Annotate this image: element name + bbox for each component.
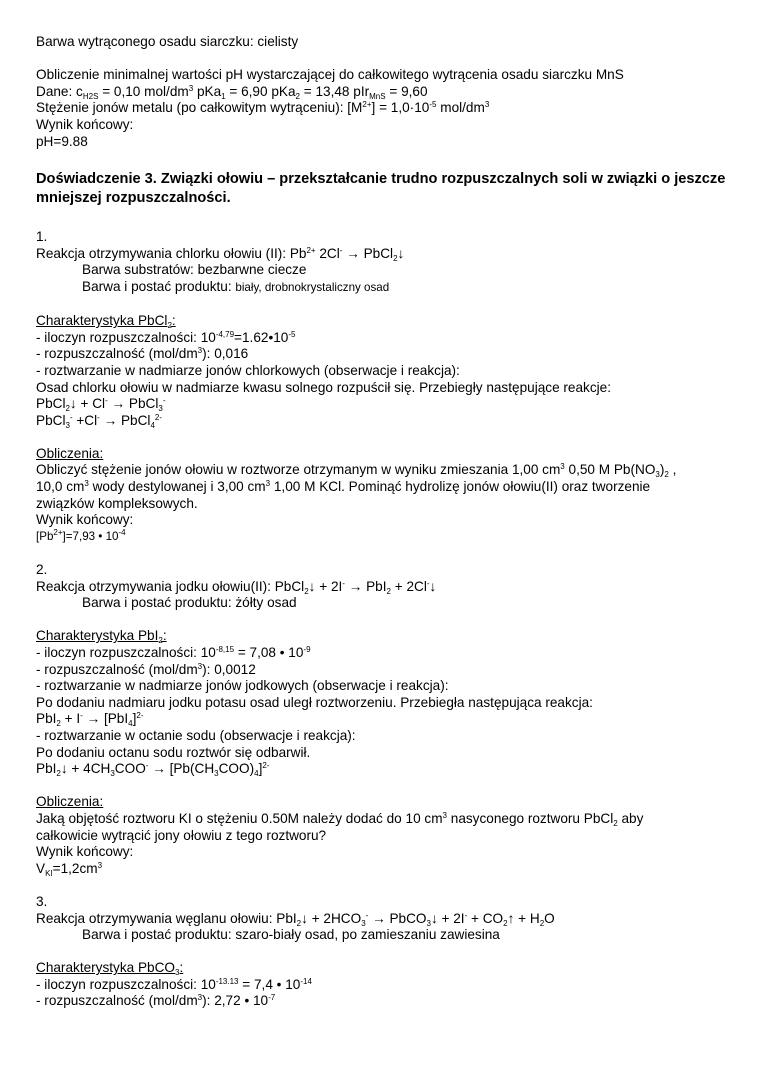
section-number: 3. [36,893,48,909]
reaction-line: PbI$_2$↓ + $4CH_3COO^- \to [Pb(CH_3COO)_4]^{2-}$ [36,761,270,779]
reaction-line: PbCl$_3$- +Cl- → PbCl$_4^{2-}$ [36,412,163,430]
calculation-text: Jaką objętość roztworu KI o stężeniu 0.50M należy dodać do 10 $cm^3$ nasyconego roztworu PbCl$_2$ aby [36,810,644,828]
reaction-pbi2: Reakcja otrzymywania jodku ołowiu(II): PbCl$_2$↓ + 2I- → PbI$_2$ + 2Cl-↓ [36,578,437,596]
metal-ion-concentration: Stężenie jonów metalu (po całkowitym wytrąceniu): $[M^{2+}] = 1,0\cdot 10^{-5}$ mol/$dm^3$ [36,100,490,116]
pbi2-characteristics-title: Charakterystyka PbI$_2$: [36,628,167,646]
section-number: 2. [36,562,48,578]
reaction-line: PbCl$_2$↓ + Cl- → PbCl$_3$- [36,396,166,414]
reaction-line: $PbI_2 + I^- \to [PbI_4]^{2-}$ [36,711,144,729]
iodide-dissolution-observation: Po dodaniu nadmiaru jodku potasu osad uległ roztworzeniu. Przebiegła następująca reakcja: [36,694,593,710]
result-value: pH=9.88 [36,133,88,149]
solubility-product: - iloczyn rozpuszczalności: $10^{-13.13} = 7,4$ • $10^{-14}$ [36,976,312,992]
pbco3-characteristics-title: Charakterystyka PbCO$_3$: [36,960,184,978]
document-page [36,34,726,1010]
calculations-title: Obliczenia: [36,445,104,461]
calculation-text: Obliczyć stężenie jonów ołowiu w roztworze otrzymanym w wyniku zmieszania 1,00 $cm^3$ 0,50 M $Pb(NO_3)_2$ , [36,462,677,480]
solubility-product: - iloczyn rozpuszczalności: $10^{-8,15} = 7,08$ • $10^{-9}$ [36,645,311,660]
result-label: Wynik końcowy: [36,512,134,528]
product-description: Barwa i postać produktu: żółty osad [82,595,297,611]
pbcl2-characteristics-title: Charakterystyka PbCl$_2$: [36,313,176,331]
reaction-pbco3: Reakcja otrzymywania węglanu ołowiu: PbI$_2$↓ + $2HCO_3^-$ → PbCO$_3$↓ + $2I^- + CO_2↑ + H_2O$ [36,910,555,928]
calculation-text: związków kompleksowych. [36,495,198,511]
substrates-color: Barwa substratów: bezbarwne ciecze [82,262,307,278]
result-value: $V_{KI}=1,2cm^3$ [36,860,103,878]
solubility-product: - iloczyn rozpuszczalności: $10^{-4,79}=1.62•10^{-5}$ [36,329,296,345]
experiment-heading: Doświadczenie 3. Związki ołowiu – przekształcanie trudno rozpuszczalnych soli w związki o jeszcze mniejszej rozpuszczalności. [36,171,726,206]
product-description: Barwa i postać produktu: szaro-biały osad, po zamieszaniu zawiesina [82,927,500,943]
section-number: 1. [36,229,48,245]
product-description: Barwa i postać produktu: biały, drobnokrystaliczny osad [82,278,390,294]
precipitate-color: Barwa wytrąconego osadu siarczku: cielisty [36,34,299,49]
solubility: - rozpuszczalność $(mol/dm^3)$: 0,0012 [36,661,256,677]
result-value: $[Pb^{2+}]=7,93$ • $10^{-4}$ [36,527,126,543]
iodide-dissolution-title: - roztwarzanie w nadmiarze jonów jodkowych (obserwacje i reakcja): [36,678,449,694]
solubility: - rozpuszczalność $(mol/dm^3)$: 2,72 • $10^{-7}$ [36,993,276,1009]
given-data: Dane: $c_{H2S} = 0,10$ mol/$dm^3$ pKa$_1$ = 6,90 pKa$_2$ = 13,48 pIr$_{MnS}$ = 9,60 [36,83,428,101]
dissolution-title: - roztwarzanie w nadmiarze jonów chlorkowych (obserwacje i reakcja): [36,362,460,378]
calculations-title: Obliczenia: [36,794,104,810]
acetate-dissolution-title: - roztwarzanie w octanie sodu (obserwacje i reakcja): [36,727,356,743]
calculation-text: całkowicie wytrącić jony ołowiu z tego roztworu? [36,827,327,843]
dissolution-observation: Osad chlorku ołowiu w nadmiarze kwasu solnego rozpuścił się. Przebiegły następujące reakcje: [36,379,611,395]
ph-calc-title: Obliczenie minimalnej wartości pH wystarczającej do całkowitego wytrącenia osadu siarczku MnS [36,67,624,83]
reaction-pbcl2: Reakcja otrzymywania chlorku ołowiu (II): $Pb^{2+}$ 2Cl- → PbCl$_2$↓ [36,245,405,263]
solubility: - rozpuszczalność $(mol/dm^3)$: 0,016 [36,346,249,362]
result-label: Wynik końcowy: [36,116,134,132]
result-label: Wynik końcowy: [36,844,134,860]
calculation-text: 10,0 $cm^3$ wody destylowanej i 3,00 $cm^3$ 1,00 M KCl. Pominąć hydrolizę jonów ołowiu(II) oraz tworzenie [36,479,651,495]
acetate-dissolution-observation: Po dodaniu octanu sodu roztwór się odbarwił. [36,744,311,760]
